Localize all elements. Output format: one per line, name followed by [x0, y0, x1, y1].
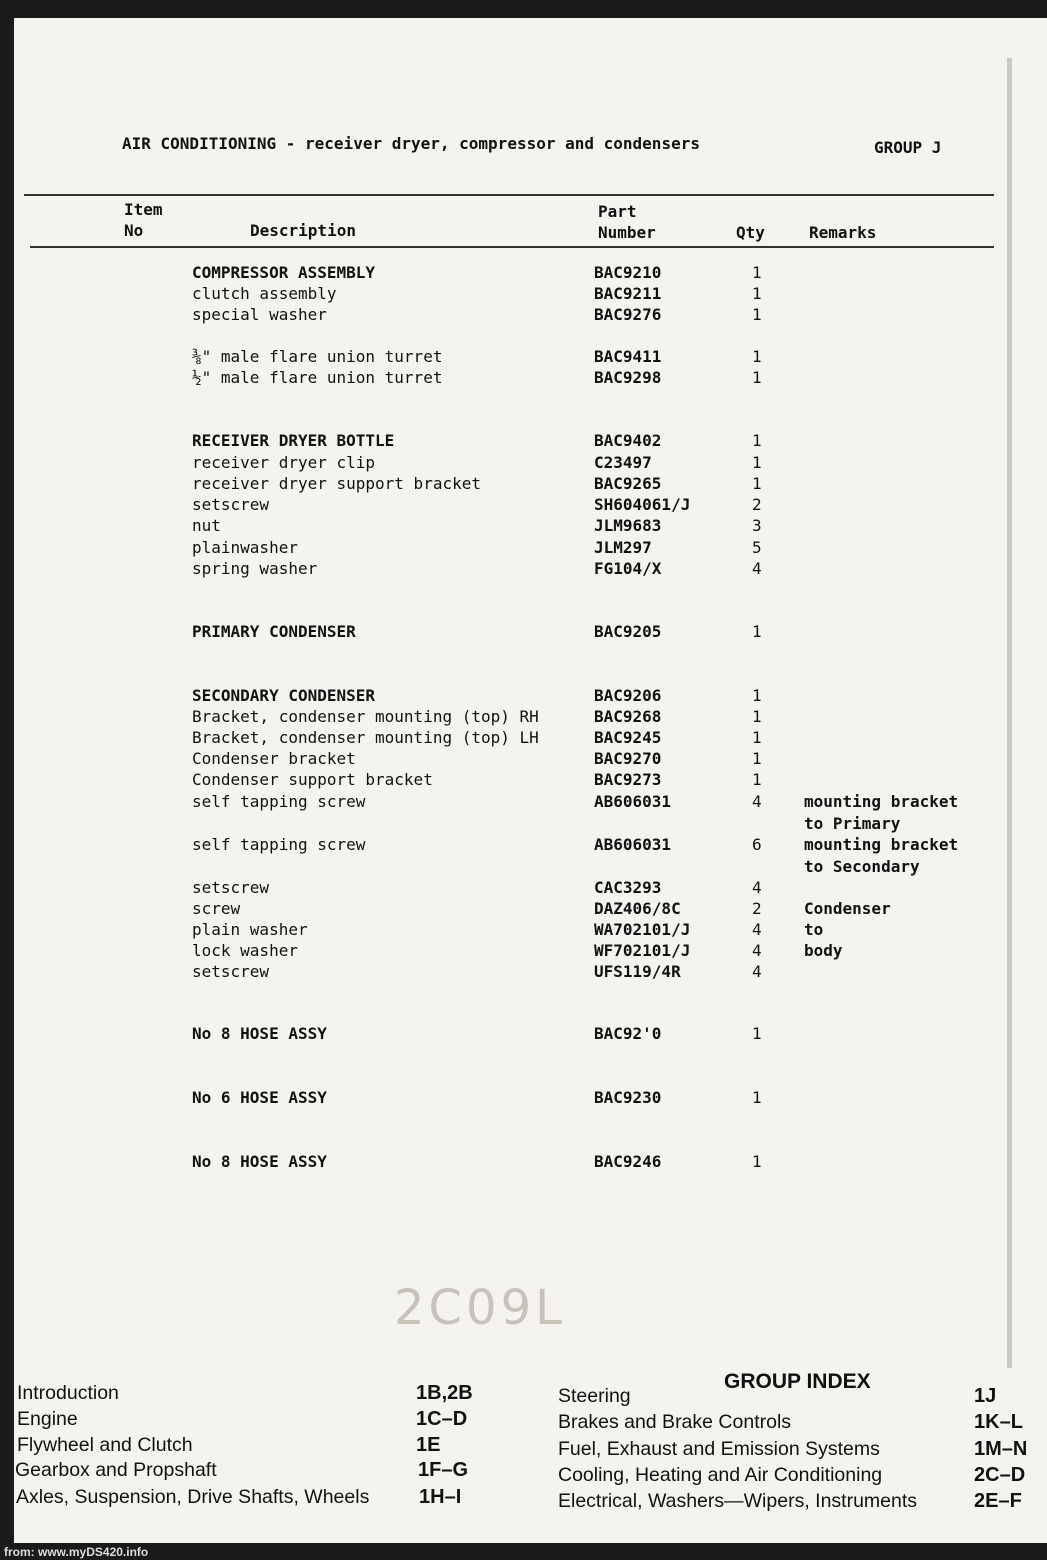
qty-cell: 1 — [752, 368, 762, 387]
part-cell: BAC9268 — [594, 707, 662, 726]
desc-cell: ⅜" male flare union turret — [192, 347, 443, 366]
group-index-label: Steering — [558, 1385, 631, 1407]
part-cell: BAC9211 — [594, 284, 662, 303]
desc-cell: PRIMARY CONDENSER — [192, 622, 356, 641]
qty-cell: 4 — [752, 559, 762, 578]
group-index-code: 1H–I — [419, 1486, 462, 1508]
remarks-cell: mounting bracket — [804, 792, 959, 811]
remarks-cell: body — [804, 941, 843, 960]
page-stamp: 2C09L — [394, 1280, 566, 1336]
desc-cell: ½" male flare union turret — [192, 368, 443, 387]
qty-cell: 2 — [752, 899, 762, 918]
group-index-code: 1E — [416, 1434, 441, 1456]
part-cell: BAC9245 — [594, 728, 662, 747]
table-row — [14, 899, 1014, 919]
desc-cell: nut — [192, 516, 221, 535]
part-cell: DAZ406/8C — [594, 899, 681, 918]
group-index-code: 1M–N — [974, 1438, 1028, 1460]
qty-cell: 2 — [752, 495, 762, 514]
col-item-line1: Item — [124, 200, 163, 219]
table-row — [14, 263, 1014, 283]
table-row — [14, 368, 1014, 388]
table-row — [14, 431, 1014, 451]
qty-cell: 1 — [752, 749, 762, 768]
part-cell: AB606031 — [594, 835, 672, 854]
qty-cell: 3 — [752, 516, 762, 535]
part-cell: BAC9276 — [594, 305, 662, 324]
table-row — [14, 474, 1014, 494]
table-row — [14, 814, 1014, 834]
remarks-cell: to — [804, 920, 824, 939]
qty-cell: 1 — [752, 305, 762, 324]
desc-cell: Condenser bracket — [192, 749, 356, 768]
table-row — [14, 538, 1014, 558]
group-index-code: 1B,2B — [416, 1382, 473, 1404]
desc-cell: plain washer — [192, 920, 308, 939]
group-index-code: 2C–D — [974, 1464, 1026, 1486]
table-row — [14, 728, 1014, 748]
table-row — [14, 622, 1014, 642]
part-cell: BAC92'0 — [594, 1024, 662, 1043]
group-index-code: 1K–L — [974, 1411, 1023, 1433]
remarks-cell: mounting bracket — [804, 835, 959, 854]
source-footer[interactable]: from: www.myDS420.info — [4, 1545, 149, 1559]
qty-cell: 1 — [752, 707, 762, 726]
table-row — [14, 1024, 1014, 1044]
qty-cell: 1 — [752, 474, 762, 493]
part-cell: FG104/X — [594, 559, 662, 578]
desc-cell: spring washer — [192, 559, 318, 578]
part-cell: BAC9273 — [594, 770, 662, 789]
group-index-label: Engine — [17, 1408, 78, 1430]
qty-cell: 1 — [752, 770, 762, 789]
table-row — [14, 347, 1014, 367]
part-cell: UFS119/4R — [594, 962, 681, 981]
qty-cell: 4 — [752, 941, 762, 960]
desc-cell: COMPRESSOR ASSEMBLY — [192, 263, 376, 282]
table-row — [14, 962, 1014, 982]
table-row — [14, 495, 1014, 515]
desc-cell: Condenser support bracket — [192, 770, 433, 789]
part-cell: WF702101/J — [594, 941, 691, 960]
qty-cell: 1 — [752, 284, 762, 303]
desc-cell: lock washer — [192, 941, 298, 960]
table-row — [14, 686, 1014, 706]
table-row — [14, 941, 1014, 961]
desc-cell: setscrew — [192, 878, 270, 897]
col-qty: Qty — [736, 223, 765, 242]
desc-cell: clutch assembly — [192, 284, 337, 303]
desc-cell: special washer — [192, 305, 327, 324]
desc-cell: receiver dryer support bracket — [192, 474, 481, 493]
table-row — [14, 305, 1014, 325]
part-cell: BAC9265 — [594, 474, 662, 493]
header-bottom-rule — [30, 246, 994, 248]
group-index-label: Axles, Suspension, Drive Shafts, Wheels — [16, 1486, 370, 1508]
group-index-code: 1C–D — [416, 1408, 468, 1430]
remarks-cell: to Primary — [804, 814, 901, 833]
part-cell: JLM297 — [594, 538, 652, 557]
remarks-cell: to Secondary — [804, 857, 920, 876]
header-top-rule — [24, 194, 994, 196]
qty-cell: 4 — [752, 920, 762, 939]
qty-cell: 4 — [752, 878, 762, 897]
table-row — [14, 1152, 1014, 1172]
qty-cell: 1 — [752, 622, 762, 641]
table-row — [14, 707, 1014, 727]
qty-cell: 1 — [752, 431, 762, 450]
desc-cell: setscrew — [192, 495, 270, 514]
table-row — [14, 857, 1014, 877]
table-row — [14, 878, 1014, 898]
table-row — [14, 453, 1014, 473]
group-index-code: 1F–G — [418, 1459, 469, 1481]
col-part-line2: Number — [598, 223, 656, 242]
parts-sheet — [14, 18, 1047, 1543]
col-remarks: Remarks — [809, 223, 877, 242]
group-index-label: Cooling, Heating and Air Conditioning — [558, 1464, 883, 1486]
group-label: GROUP J — [874, 138, 942, 157]
group-index-label: Fuel, Exhaust and Emission Systems — [558, 1438, 880, 1460]
desc-cell: setscrew — [192, 962, 270, 981]
desc-cell: SECONDARY CONDENSER — [192, 686, 376, 705]
table-row — [14, 920, 1014, 940]
desc-cell: screw — [192, 899, 241, 918]
qty-cell: 1 — [752, 686, 762, 705]
table-row — [14, 284, 1014, 304]
qty-cell: 1 — [752, 263, 762, 282]
part-cell: AB606031 — [594, 792, 672, 811]
table-row — [14, 1088, 1014, 1108]
remarks-cell: Condenser — [804, 899, 891, 918]
qty-cell: 6 — [752, 835, 762, 854]
page-title: AIR CONDITIONING - receiver dryer, compressor and condensers — [122, 134, 700, 153]
desc-cell: receiver dryer clip — [192, 453, 376, 472]
qty-cell: 4 — [752, 792, 762, 811]
group-index-label: Gearbox and Propshaft — [15, 1459, 217, 1481]
desc-cell: RECEIVER DRYER BOTTLE — [192, 431, 395, 450]
desc-cell: self tapping screw — [192, 835, 366, 854]
group-index-label: Introduction — [17, 1382, 119, 1404]
part-cell: BAC9411 — [594, 347, 662, 366]
table-row — [14, 516, 1014, 536]
part-cell: BAC9270 — [594, 749, 662, 768]
part-cell: SH604061/J — [594, 495, 691, 514]
group-index-label: Brakes and Brake Controls — [558, 1411, 792, 1433]
qty-cell: 1 — [752, 1024, 762, 1043]
part-cell: BAC9298 — [594, 368, 662, 387]
qty-cell: 1 — [752, 1152, 762, 1171]
desc-cell: Bracket, condenser mounting (top) RH — [192, 707, 539, 726]
part-cell: BAC9246 — [594, 1152, 662, 1171]
part-cell: JLM9683 — [594, 516, 662, 535]
desc-cell: No 8 HOSE ASSY — [192, 1152, 327, 1171]
part-cell: BAC9210 — [594, 263, 662, 282]
group-index-label: Flywheel and Clutch — [17, 1434, 193, 1456]
table-row — [14, 770, 1014, 790]
group-index-code: 2E–F — [974, 1490, 1022, 1512]
group-index-code: 1J — [974, 1385, 997, 1407]
qty-cell: 1 — [752, 728, 762, 747]
group-index-title: GROUP INDEX — [724, 1370, 871, 1393]
part-cell: BAC9206 — [594, 686, 662, 705]
table-row — [14, 835, 1014, 855]
desc-cell: self tapping screw — [192, 792, 366, 811]
desc-cell: No 8 HOSE ASSY — [192, 1024, 327, 1043]
desc-cell: Bracket, condenser mounting (top) LH — [192, 728, 539, 747]
qty-cell: 5 — [752, 538, 762, 557]
qty-cell: 1 — [752, 453, 762, 472]
table-row — [14, 559, 1014, 579]
qty-cell: 1 — [752, 347, 762, 366]
col-description: Description — [250, 221, 356, 240]
part-cell: CAC3293 — [594, 878, 662, 897]
qty-cell: 1 — [752, 1088, 762, 1107]
table-row — [14, 792, 1014, 812]
table-row — [14, 749, 1014, 769]
col-item-line2: No — [124, 221, 144, 240]
part-cell: BAC9402 — [594, 431, 662, 450]
group-index-label: Electrical, Washers—Wipers, Instruments — [558, 1490, 918, 1512]
part-cell: BAC9230 — [594, 1088, 662, 1107]
part-cell: WA702101/J — [594, 920, 691, 939]
qty-cell: 4 — [752, 962, 762, 981]
desc-cell: plainwasher — [192, 538, 298, 557]
part-cell: BAC9205 — [594, 622, 662, 641]
part-cell: C23497 — [594, 453, 652, 472]
desc-cell: No 6 HOSE ASSY — [192, 1088, 327, 1107]
col-part-line1: Part — [598, 202, 637, 221]
